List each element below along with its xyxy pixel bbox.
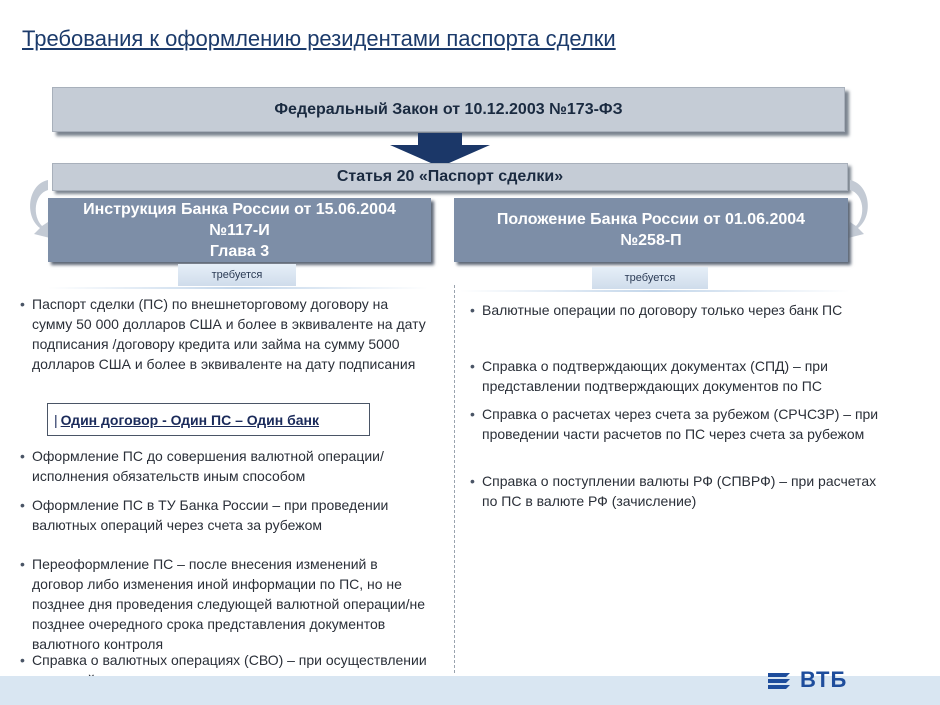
instruction-117i-box: [48, 198, 431, 262]
right-doc-line1: Положение Банка России от 01.06.2004: [496, 211, 806, 228]
left-doc-line2: №117-И: [209, 221, 270, 239]
list-item: • Справка о подтверждающих документах (СПД) – при представлении подтверждающих документов по ПС: [470, 358, 828, 394]
column-divider: [454, 285, 455, 673]
list-item: • Оформление ПС в ТУ Банка России – при проведении валютных операций через счета за рубежом: [20, 497, 389, 533]
vtb-logo-icon: [766, 670, 794, 690]
list-item: • Оформление ПС до совершения валютной операции/исполнения обязательств иным способом: [20, 448, 384, 484]
left-requires-label: требуется: [178, 264, 296, 286]
slogan-box: | Один договор - Один ПС – Один банк: [47, 403, 370, 436]
right-doc-line2: №258-П: [620, 232, 682, 249]
vtb-logo: [766, 664, 847, 696]
curved-arrow-right-icon: [846, 176, 876, 242]
list-item: • Переоформление ПС – после внесения изменений в договор либо изменения иной информации по ПС, но не позднее дня проведения следующей валютной операции/не позднее очередного срока представления документов валютного контроля: [20, 556, 425, 652]
list-item: • Справка о расчетах через счета за рубежом (СРЧСЗР) – при проведении части расчетов по ПС через счета за рубежом: [470, 406, 879, 442]
logo-text: ВТБ: [800, 667, 848, 692]
article-20-box: Статья 20 «Паспорт сделки»: [52, 163, 848, 191]
slogan-text: Один договор - Один ПС – Один банк: [60, 411, 320, 428]
left-doc-line3: Глава 3: [209, 242, 270, 260]
list-item: • Паспорт сделки (ПС) по внешнеторговому договору на сумму 50 000 долларов США и более в эквиваленте на дату подписания /договору кредита или займа на сумму 5000 долларов США и более в эквиваленте на дату подписания: [20, 296, 426, 372]
left-doc-line1: Инструкция Банка России от 15.06.2004: [83, 200, 396, 218]
right-requires-label: требуется: [592, 267, 708, 289]
list-item: • Справка о валютных операциях (СВО) – при осуществлении: [20, 652, 427, 668]
regulation-258p-box: [454, 198, 848, 262]
list-item: • Справка о поступлении валюты РФ (СПВРФ) – при расчетах по ПС в валюте РФ (зачисление): [470, 473, 877, 509]
left-requires-line: [48, 287, 428, 289]
list-item: • Валютные операции по договору только через банк ПС: [470, 302, 843, 318]
page-title: Требования к оформлению резидентами паспорта сделки: [22, 26, 616, 51]
down-arrow-icon: [388, 133, 492, 167]
federal-law-box: Федеральный Закон от 10.12.2003 №173-ФЗ: [52, 87, 845, 132]
right-requires-line: [460, 290, 850, 292]
